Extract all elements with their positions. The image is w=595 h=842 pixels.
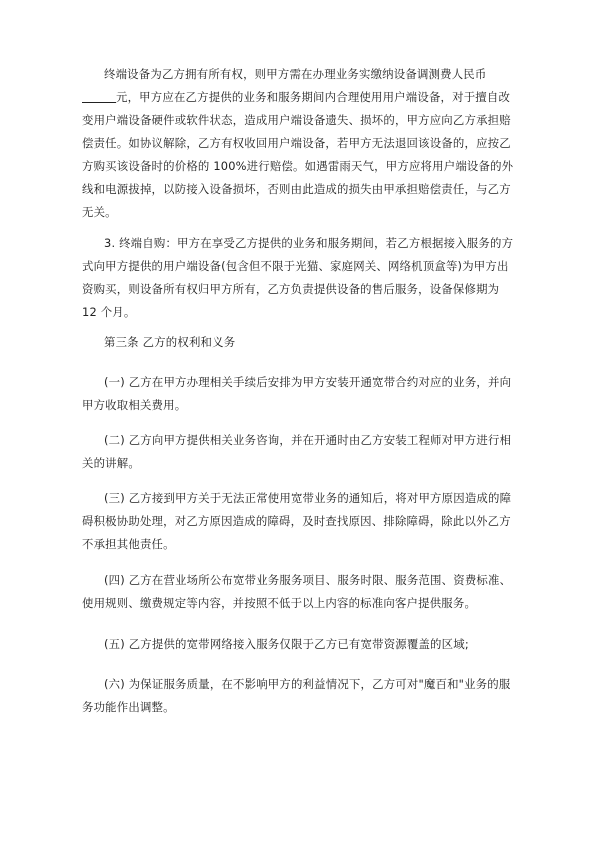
text-line: 线和电源拔掉，以防接入设备损坏，否则由此造成的损失由甲承担赔偿责任，与乙方 [82,182,511,196]
fill-in-blank [82,90,116,103]
text-line: 不承担其他责任。 [82,537,175,551]
paragraph-terminal-self-purchase [82,232,524,324]
paragraph-clause-5 [104,633,524,656]
text-line: 关的讲解。 [82,456,140,470]
text-line: 碍积极协助处理，对乙方原因造成的障碍，及时查找原因、排除障碍，除此以外乙方 [82,514,511,528]
paragraph-clause-1 [82,371,524,417]
text-line: 变用户端设备硬件或软件状态，造成用户端设备遗失、损坏的，甲方应向乙方承担赔 [82,113,511,127]
text-line: 甲方收取相关费用。 [82,398,187,412]
text-line: (三) 乙方接到甲方关于无法正常使用宽带业务的通知后，将对甲方原因造成的障 [104,491,512,505]
text-line: (一) 乙方在甲方办理相关手续后安排为甲方安装开通宽带合约对应的业务，并向 [104,375,512,389]
text-line: 无关。 [82,205,117,219]
text-line: 务功能作出调整。 [82,700,175,714]
section-heading: 第三条 乙方的权利和义务 [104,335,236,349]
text-line: (二) 乙方向甲方提供相关业务咨询，并在开通时由乙方安装工程师对甲方进行相 [104,433,512,447]
text-line: 终端设备为乙方拥有所有权，则甲方需在办理业务实缴纳设备调测费人民币 [104,67,487,81]
text-line [82,86,524,109]
text-line: 方购买该设备时的价格的 100%进行赔偿。如遇雷雨天气，甲方应将用户端设备的外 [82,159,514,173]
paragraph-clause-3 [82,487,524,556]
paragraph-clause-6 [82,673,524,719]
text-line: (四) 乙方在营业场所公布宽带业务服务项目、服务时限、服务范围、资费标准、 [104,573,512,587]
text-line-part: 元，甲方应在乙方提供的业务和服务期间内合理使用用户端设备，对于擅自改 [116,90,511,104]
text-line: 12 个月。 [82,305,136,319]
paragraph-clause-2 [82,429,524,475]
paragraph-clause-4 [82,569,524,615]
text-line: 3. 终端自购：甲方在享受乙方提供的业务和服务期间，若乙方根据接入服务的方 [104,236,514,250]
text-line: 式向甲方提供的用户端设备(包含但不限于光猫、家庭网关、网络机顶盒等)为甲方出 [82,259,509,273]
paragraph-terminal-ownership [82,63,524,224]
text-line: 偿责任。如协议解除，乙方有权收回用户端设备，若甲方无法退回该设备的，应按乙 [82,136,511,150]
text-line: 使用规则、缴费规定等内容，并按照不低于以上内容的标准向客户提供服务。 [82,596,477,610]
text-line: 资购买，则设备所有权归甲方所有，乙方负责提供设备的售后服务，设备保修期为 [82,282,500,296]
text-line: (六) 为保证服务质量，在不影响甲方的利益情况下，乙方可对"魔百和"业务的服 [104,677,511,691]
text-line: (五) 乙方提供的宽带网络接入服务仅限于乙方已有宽带资源覆盖的区域; [104,637,469,651]
